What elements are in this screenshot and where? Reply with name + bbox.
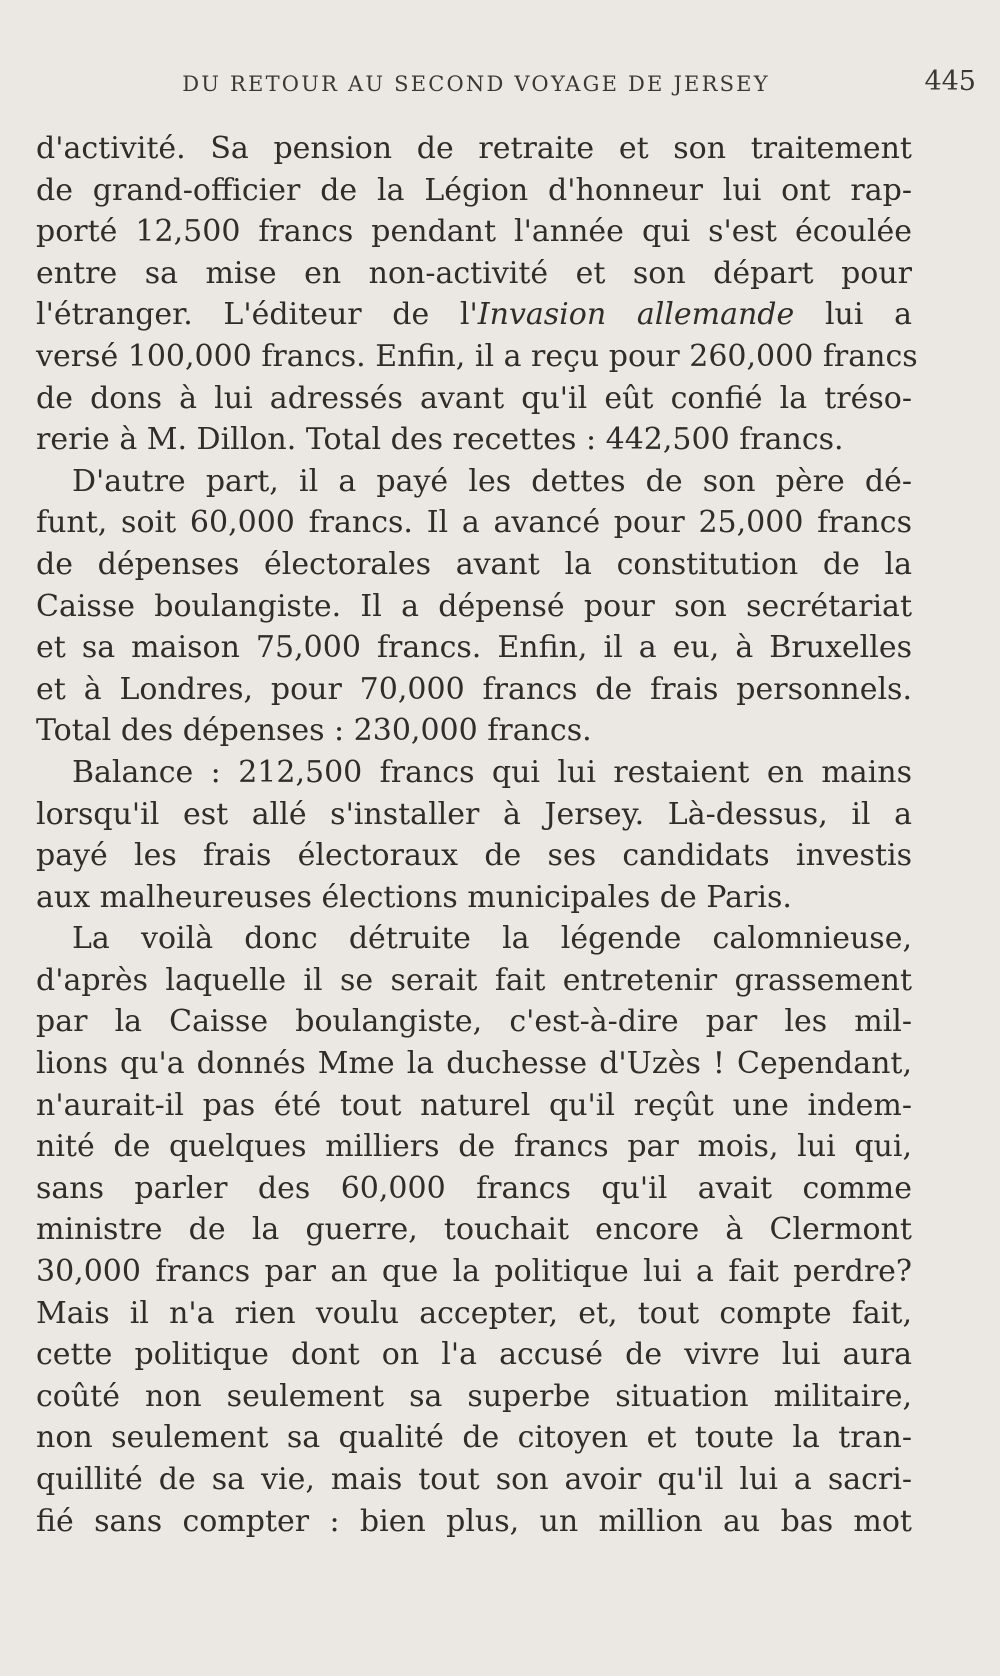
- text-line: porté 12,500 francs pendant l'année qui s'est écoulée: [36, 214, 912, 250]
- text-line: par la Caisse boulangiste, c'est-à-dire par les mil-: [36, 1004, 912, 1040]
- text-line: cette politique dont on l'a accusé de vivre lui aura: [36, 1337, 912, 1373]
- text-line: ministre de la guerre, touchait encore à Clermont: [36, 1212, 912, 1248]
- text-line: Mais il n'a rien voulu accepter, et, tout compte fait,: [36, 1295, 912, 1331]
- text-line: Caisse boulangiste. Il a dépensé pour son secrétariat: [36, 588, 912, 624]
- text-line: entre sa mise en non-activité et son départ pour: [36, 255, 912, 291]
- italic-title: Invasion allemande: [477, 297, 795, 333]
- text-segment: l'étranger. L'éditeur de l': [36, 297, 478, 333]
- text-line: quillité de sa vie, mais tout son avoir qu'il lui a sacri-: [36, 1462, 912, 1497]
- text-line: sans parler des 60,000 francs qu'il avait comme: [36, 1170, 912, 1206]
- text-line: versé 100,000 francs. Enfin, il a reçu pour 260,000 francs: [36, 338, 918, 374]
- text-line: de dons à lui adressés avant qu'il eût confié la tréso-: [36, 380, 912, 416]
- text-line: payé les frais électoraux de ses candidats investis: [36, 838, 912, 874]
- text-line: funt, soit 60,000 francs. Il a avancé pour 25,000 francs: [36, 505, 912, 541]
- text-line: aux malheureuses élections municipales de Paris.: [36, 879, 792, 915]
- text-line: lorsqu'il est allé s'installer à Jersey. Là-dessus, il a: [36, 796, 912, 832]
- text-line: d'après laquelle il se serait fait entretenir grassement: [36, 962, 912, 998]
- text-line: La voilà donc détruite la légende calomnieuse,: [72, 921, 912, 957]
- text-line: et sa maison 75,000 francs. Enfin, il a eu, à Bruxelles: [36, 630, 912, 666]
- body-text: [36, 128, 918, 1542]
- text-line: D'autre part, il a payé les dettes de son père dé-: [72, 463, 912, 499]
- text-line: de grand-officier de la Légion d'honneur lui ont rap-: [36, 172, 912, 208]
- text-line: et à Londres, pour 70,000 francs de frais personnels.: [36, 671, 912, 707]
- text-line: de dépenses électorales avant la constitution de la: [36, 546, 912, 582]
- text-line: 30,000 francs par an que la politique lui a fait perdre?: [36, 1254, 912, 1290]
- text-line: [36, 294, 912, 336]
- text-line: non seulement sa qualité de citoyen et toute la tran-: [36, 1420, 912, 1456]
- text-segment: lui a: [794, 297, 913, 333]
- text-line: nité de quelques milliers de francs par mois, lui qui,: [36, 1129, 912, 1165]
- running-title: DU RETOUR AU SECOND VOYAGE DE JERSEY: [182, 72, 770, 96]
- text-line: coûté non seulement sa superbe situation militaire,: [36, 1378, 912, 1414]
- text-line: Total des dépenses : 230,000 francs.: [36, 713, 592, 749]
- text-line: n'aurait-il pas été tout naturel qu'il reçût une indem-: [36, 1087, 912, 1123]
- text-line: Balance : 212,500 francs qui lui restaient en mains: [72, 754, 912, 790]
- text-line: d'activité. Sa pension de retraite et son traitement: [36, 131, 912, 166]
- text-line: fié sans compter : bien plus, un million au bas mot: [36, 1503, 912, 1539]
- page-number: 445: [924, 66, 976, 97]
- text-line: rerie à M. Dillon. Total des recettes : 442,500 francs.: [36, 422, 844, 458]
- running-head: [36, 66, 976, 106]
- text-line: lions qu'a donnés Mme la duchesse d'Uzès ! Cependant,: [36, 1046, 912, 1082]
